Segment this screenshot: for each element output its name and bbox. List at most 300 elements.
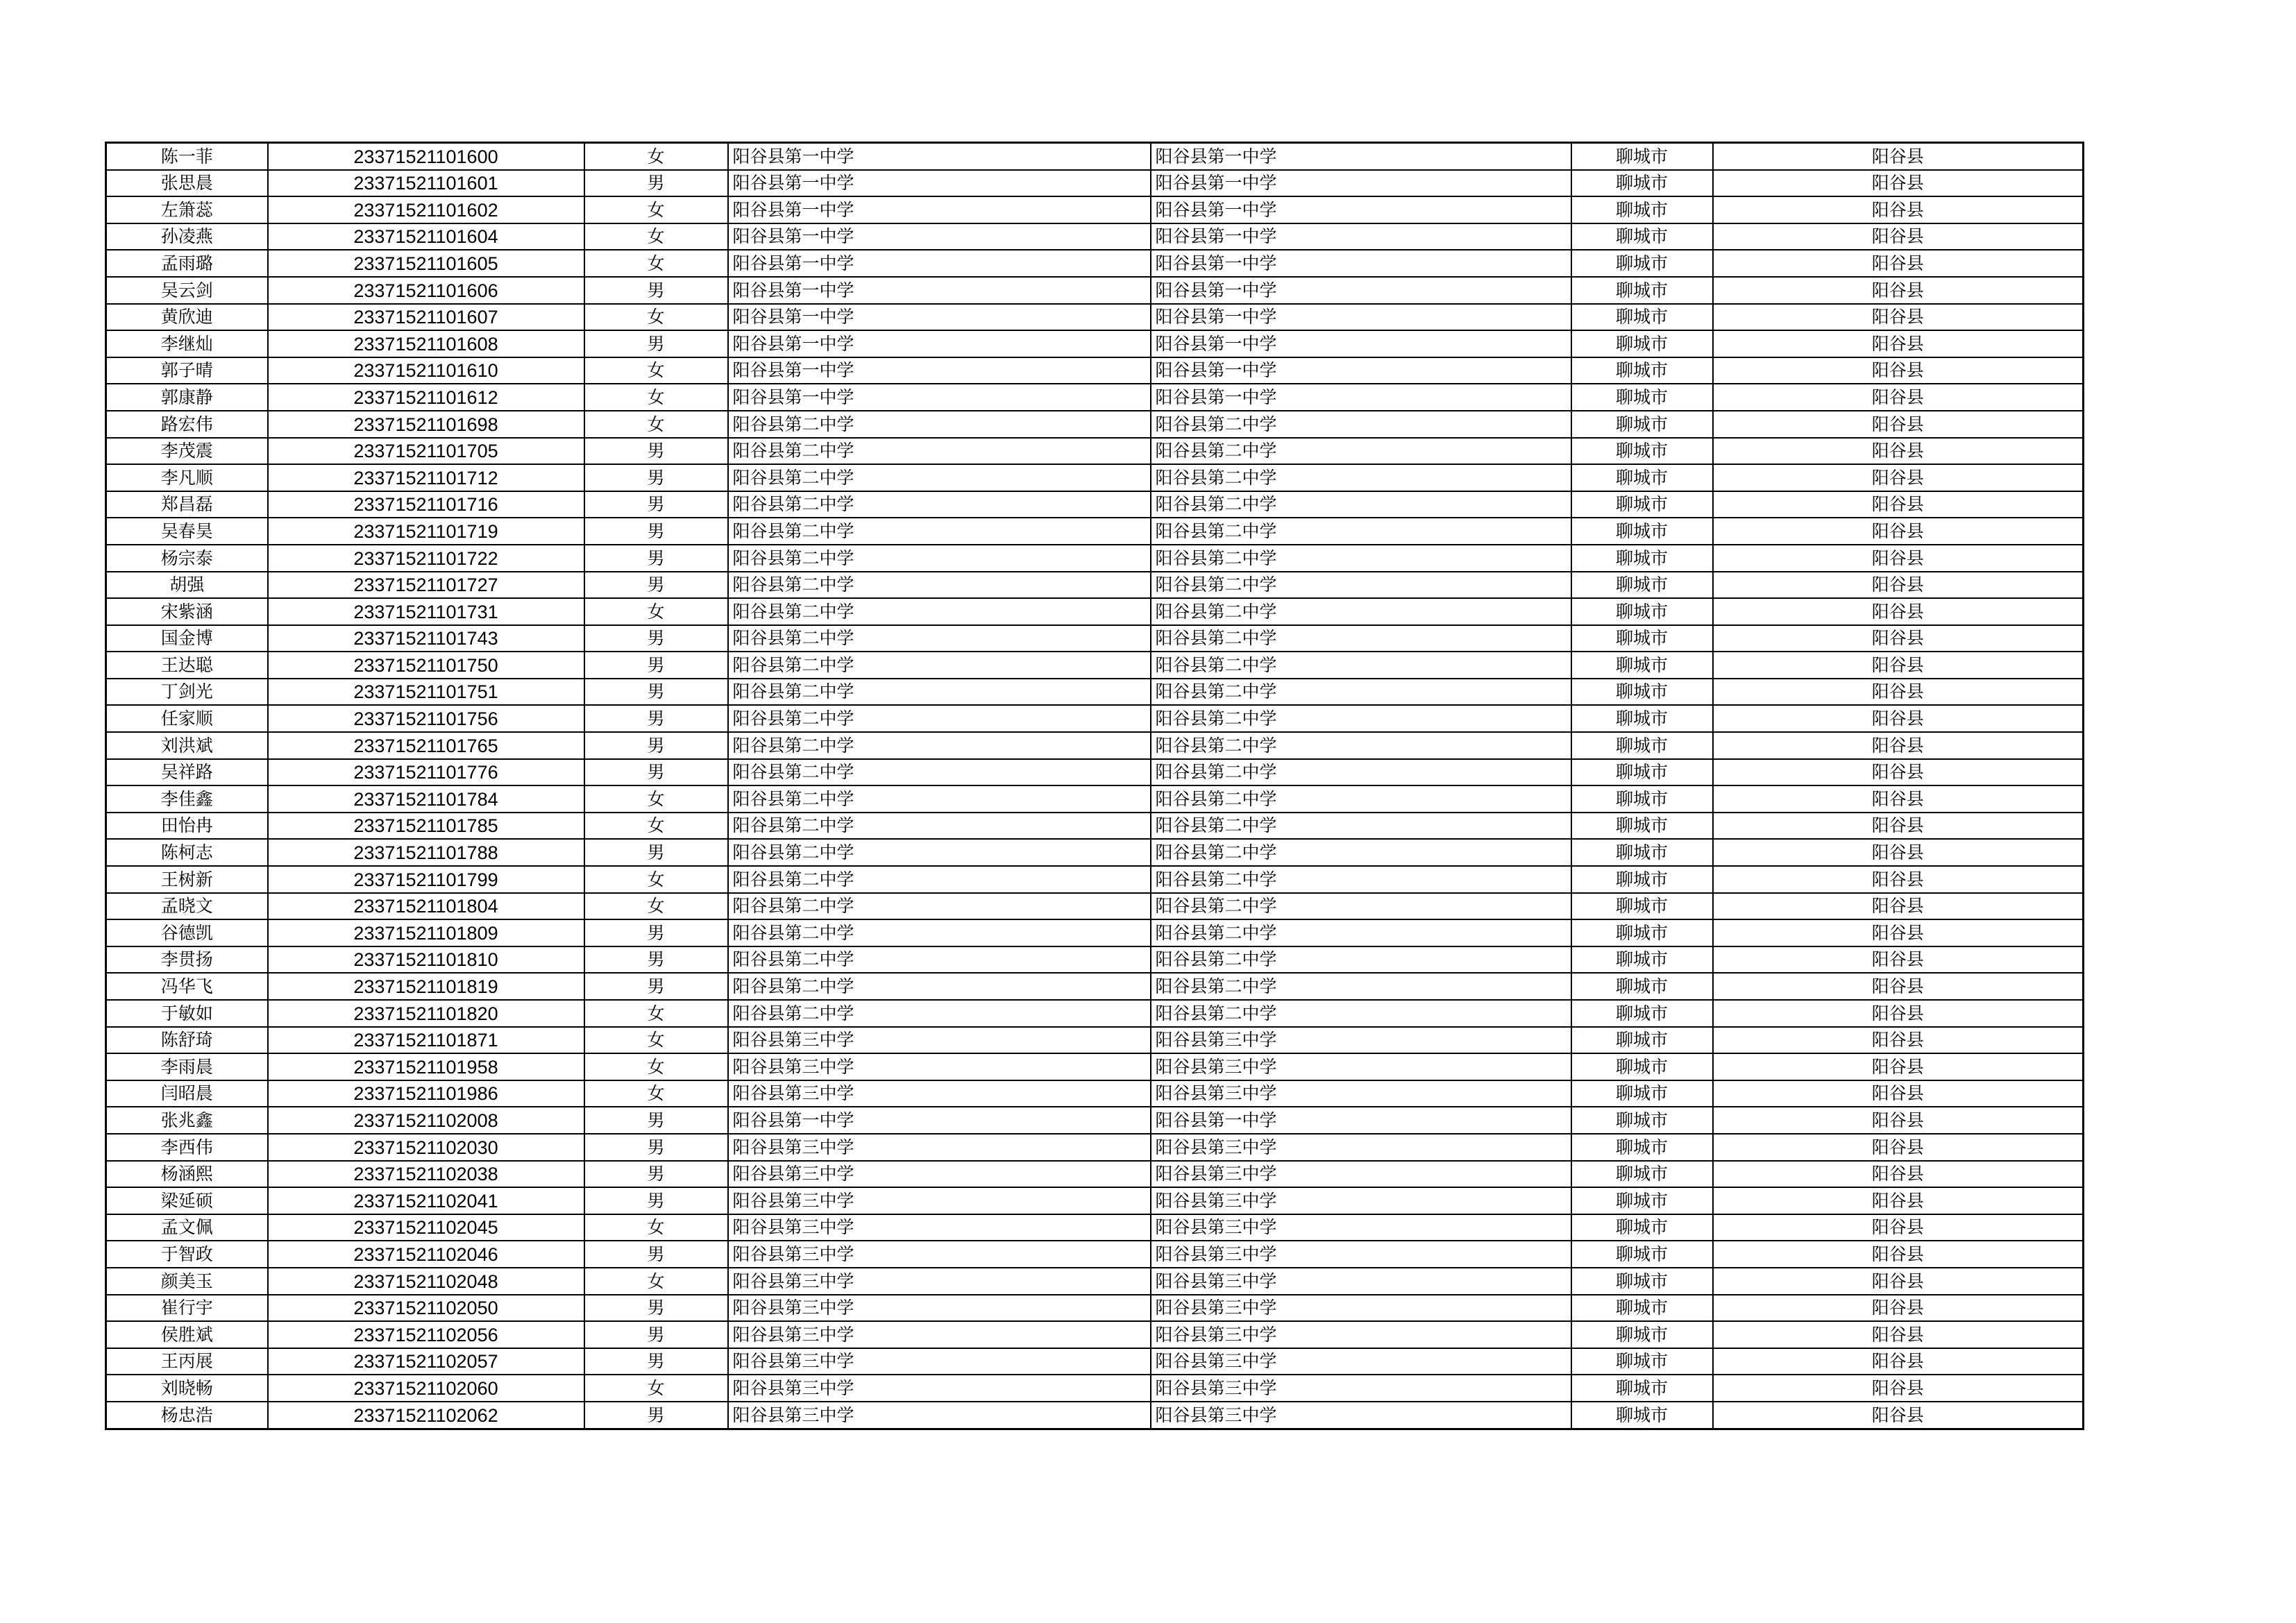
county-cell: 阳谷县 bbox=[1713, 1268, 2084, 1295]
table-row bbox=[106, 1187, 2084, 1214]
student-name-cell: 丁剑光 bbox=[106, 679, 268, 706]
exam-school-cell: 阳谷县第二中学 bbox=[1151, 973, 1571, 1000]
exam-id-cell: 23371521101610 bbox=[268, 357, 584, 384]
school-cell: 阳谷县第二中学 bbox=[728, 438, 1151, 465]
exam-id-cell: 23371521101605 bbox=[268, 250, 584, 277]
student-name-cell: 李西伟 bbox=[106, 1134, 268, 1161]
table-row bbox=[106, 1295, 2084, 1322]
exam-id-cell: 23371521101958 bbox=[268, 1053, 584, 1080]
school-cell: 阳谷县第三中学 bbox=[728, 1268, 1151, 1295]
city-cell: 聊城市 bbox=[1571, 1214, 1713, 1241]
exam-id-cell: 23371521102045 bbox=[268, 1214, 584, 1241]
county-cell: 阳谷县 bbox=[1713, 277, 2084, 304]
gender-cell: 男 bbox=[584, 652, 728, 679]
city-cell: 聊城市 bbox=[1571, 572, 1713, 599]
exam-id-cell: 23371521102030 bbox=[268, 1134, 584, 1161]
city-cell: 聊城市 bbox=[1571, 1134, 1713, 1161]
exam-id-cell: 23371521101819 bbox=[268, 973, 584, 1000]
exam-id-cell: 23371521101602 bbox=[268, 196, 584, 223]
county-cell: 阳谷县 bbox=[1713, 572, 2084, 599]
table-row bbox=[106, 170, 2084, 197]
student-name-cell: 国金博 bbox=[106, 625, 268, 652]
gender-cell: 女 bbox=[584, 1268, 728, 1295]
table-row bbox=[106, 1161, 2084, 1188]
county-cell: 阳谷县 bbox=[1713, 196, 2084, 223]
gender-cell: 女 bbox=[584, 143, 728, 170]
gender-cell: 女 bbox=[584, 196, 728, 223]
gender-cell: 男 bbox=[584, 759, 728, 786]
student-name-cell: 田怡冉 bbox=[106, 813, 268, 840]
student-name-cell: 张兆鑫 bbox=[106, 1107, 268, 1134]
school-cell: 阳谷县第二中学 bbox=[728, 705, 1151, 732]
school-cell: 阳谷县第二中学 bbox=[728, 652, 1151, 679]
exam-id-cell: 23371521101799 bbox=[268, 866, 584, 893]
county-cell: 阳谷县 bbox=[1713, 304, 2084, 331]
exam-id-cell: 23371521101788 bbox=[268, 839, 584, 866]
exam-school-cell: 阳谷县第三中学 bbox=[1151, 1268, 1571, 1295]
county-cell: 阳谷县 bbox=[1713, 464, 2084, 491]
city-cell: 聊城市 bbox=[1571, 946, 1713, 974]
city-cell: 聊城市 bbox=[1571, 518, 1713, 545]
exam-id-cell: 23371521101698 bbox=[268, 411, 584, 438]
table-row bbox=[106, 1348, 2084, 1375]
school-cell: 阳谷县第一中学 bbox=[728, 1107, 1151, 1134]
gender-cell: 男 bbox=[584, 1348, 728, 1375]
student-name-cell: 冯华飞 bbox=[106, 973, 268, 1000]
exam-id-cell: 23371521101820 bbox=[268, 1000, 584, 1027]
student-name-cell: 路宏伟 bbox=[106, 411, 268, 438]
city-cell: 聊城市 bbox=[1571, 196, 1713, 223]
exam-id-cell: 23371521101600 bbox=[268, 143, 584, 170]
exam-id-cell: 23371521102056 bbox=[268, 1321, 584, 1348]
exam-id-cell: 23371521102038 bbox=[268, 1161, 584, 1188]
county-cell: 阳谷县 bbox=[1713, 866, 2084, 893]
school-cell: 阳谷县第一中学 bbox=[728, 196, 1151, 223]
county-cell: 阳谷县 bbox=[1713, 411, 2084, 438]
table-row bbox=[106, 732, 2084, 759]
school-cell: 阳谷县第二中学 bbox=[728, 732, 1151, 759]
county-cell: 阳谷县 bbox=[1713, 1080, 2084, 1107]
city-cell: 聊城市 bbox=[1571, 1402, 1713, 1429]
table-row bbox=[106, 1053, 2084, 1080]
exam-id-cell: 23371521101810 bbox=[268, 946, 584, 974]
exam-id-cell: 23371521101719 bbox=[268, 518, 584, 545]
gender-cell: 女 bbox=[584, 1000, 728, 1027]
exam-school-cell: 阳谷县第三中学 bbox=[1151, 1241, 1571, 1268]
table-row bbox=[106, 785, 2084, 813]
city-cell: 聊城市 bbox=[1571, 705, 1713, 732]
student-name-cell: 刘晓畅 bbox=[106, 1375, 268, 1402]
gender-cell: 女 bbox=[584, 598, 728, 625]
gender-cell: 女 bbox=[584, 304, 728, 331]
county-cell: 阳谷县 bbox=[1713, 679, 2084, 706]
exam-school-cell: 阳谷县第二中学 bbox=[1151, 866, 1571, 893]
school-cell: 阳谷县第三中学 bbox=[728, 1214, 1151, 1241]
school-cell: 阳谷县第二中学 bbox=[728, 518, 1151, 545]
student-name-cell: 李佳鑫 bbox=[106, 785, 268, 813]
table-row bbox=[106, 973, 2084, 1000]
exam-id-cell: 23371521101731 bbox=[268, 598, 584, 625]
exam-id-cell: 23371521101604 bbox=[268, 223, 584, 250]
school-cell: 阳谷县第一中学 bbox=[728, 250, 1151, 277]
student-name-cell: 于敏如 bbox=[106, 1000, 268, 1027]
gender-cell: 男 bbox=[584, 1134, 728, 1161]
gender-cell: 男 bbox=[584, 919, 728, 946]
student-name-cell: 李贯扬 bbox=[106, 946, 268, 974]
city-cell: 聊城市 bbox=[1571, 866, 1713, 893]
gender-cell: 女 bbox=[584, 813, 728, 840]
gender-cell: 男 bbox=[584, 705, 728, 732]
school-cell: 阳谷县第一中学 bbox=[728, 170, 1151, 197]
table-row bbox=[106, 411, 2084, 438]
city-cell: 聊城市 bbox=[1571, 143, 1713, 170]
gender-cell: 女 bbox=[584, 1080, 728, 1107]
student-name-cell: 杨涵熙 bbox=[106, 1161, 268, 1188]
county-cell: 阳谷县 bbox=[1713, 143, 2084, 170]
exam-school-cell: 阳谷县第三中学 bbox=[1151, 1295, 1571, 1322]
student-name-cell: 吴祥路 bbox=[106, 759, 268, 786]
gender-cell: 男 bbox=[584, 170, 728, 197]
exam-id-cell: 23371521101612 bbox=[268, 384, 584, 411]
city-cell: 聊城市 bbox=[1571, 598, 1713, 625]
exam-school-cell: 阳谷县第二中学 bbox=[1151, 464, 1571, 491]
school-cell: 阳谷县第二中学 bbox=[728, 893, 1151, 920]
exam-id-cell: 23371521101809 bbox=[268, 919, 584, 946]
school-cell: 阳谷县第二中学 bbox=[728, 572, 1151, 599]
city-cell: 聊城市 bbox=[1571, 1241, 1713, 1268]
city-cell: 聊城市 bbox=[1571, 1161, 1713, 1188]
student-name-cell: 郭子晴 bbox=[106, 357, 268, 384]
school-cell: 阳谷县第三中学 bbox=[728, 1053, 1151, 1080]
gender-cell: 男 bbox=[584, 330, 728, 357]
table-row bbox=[106, 384, 2084, 411]
exam-school-cell: 阳谷县第三中学 bbox=[1151, 1027, 1571, 1054]
gender-cell: 男 bbox=[584, 625, 728, 652]
county-cell: 阳谷县 bbox=[1713, 813, 2084, 840]
exam-id-cell: 23371521102050 bbox=[268, 1295, 584, 1322]
student-name-cell: 颜美玉 bbox=[106, 1268, 268, 1295]
exam-id-cell: 23371521102046 bbox=[268, 1241, 584, 1268]
city-cell: 聊城市 bbox=[1571, 785, 1713, 813]
city-cell: 聊城市 bbox=[1571, 919, 1713, 946]
county-cell: 阳谷县 bbox=[1713, 732, 2084, 759]
school-cell: 阳谷县第三中学 bbox=[728, 1375, 1151, 1402]
student-name-cell: 李茂震 bbox=[106, 438, 268, 465]
exam-school-cell: 阳谷县第二中学 bbox=[1151, 545, 1571, 572]
school-cell: 阳谷县第二中学 bbox=[728, 785, 1151, 813]
table-row bbox=[106, 196, 2084, 223]
student-name-cell: 李继灿 bbox=[106, 330, 268, 357]
county-cell: 阳谷县 bbox=[1713, 1402, 2084, 1429]
school-cell: 阳谷县第一中学 bbox=[728, 277, 1151, 304]
school-cell: 阳谷县第三中学 bbox=[728, 1402, 1151, 1429]
school-cell: 阳谷县第一中学 bbox=[728, 143, 1151, 170]
gender-cell: 男 bbox=[584, 1321, 728, 1348]
gender-cell: 女 bbox=[584, 1027, 728, 1054]
exam-school-cell: 阳谷县第二中学 bbox=[1151, 679, 1571, 706]
exam-id-cell: 23371521101705 bbox=[268, 438, 584, 465]
table-row bbox=[106, 813, 2084, 840]
gender-cell: 女 bbox=[584, 223, 728, 250]
exam-school-cell: 阳谷县第三中学 bbox=[1151, 1053, 1571, 1080]
exam-id-cell: 23371521101784 bbox=[268, 785, 584, 813]
gender-cell: 女 bbox=[584, 785, 728, 813]
exam-school-cell: 阳谷县第二中学 bbox=[1151, 411, 1571, 438]
county-cell: 阳谷县 bbox=[1713, 1321, 2084, 1348]
table-row bbox=[106, 572, 2084, 599]
gender-cell: 男 bbox=[584, 491, 728, 518]
school-cell: 阳谷县第二中学 bbox=[728, 411, 1151, 438]
exam-id-cell: 23371521101601 bbox=[268, 170, 584, 197]
student-name-cell: 孟晓文 bbox=[106, 893, 268, 920]
table-row bbox=[106, 946, 2084, 974]
school-cell: 阳谷县第二中学 bbox=[728, 598, 1151, 625]
school-cell: 阳谷县第三中学 bbox=[728, 1348, 1151, 1375]
exam-school-cell: 阳谷县第三中学 bbox=[1151, 1134, 1571, 1161]
county-cell: 阳谷县 bbox=[1713, 839, 2084, 866]
table-row bbox=[106, 705, 2084, 732]
exam-school-cell: 阳谷县第三中学 bbox=[1151, 1161, 1571, 1188]
city-cell: 聊城市 bbox=[1571, 384, 1713, 411]
exam-school-cell: 阳谷县第一中学 bbox=[1151, 196, 1571, 223]
student-name-cell: 李雨晨 bbox=[106, 1053, 268, 1080]
gender-cell: 男 bbox=[584, 438, 728, 465]
city-cell: 聊城市 bbox=[1571, 1187, 1713, 1214]
exam-school-cell: 阳谷县第一中学 bbox=[1151, 1107, 1571, 1134]
exam-school-cell: 阳谷县第二中学 bbox=[1151, 705, 1571, 732]
table-row bbox=[106, 866, 2084, 893]
exam-id-cell: 23371521102057 bbox=[268, 1348, 584, 1375]
city-cell: 聊城市 bbox=[1571, 304, 1713, 331]
exam-school-cell: 阳谷县第二中学 bbox=[1151, 919, 1571, 946]
city-cell: 聊城市 bbox=[1571, 357, 1713, 384]
county-cell: 阳谷县 bbox=[1713, 893, 2084, 920]
student-name-cell: 孙凌燕 bbox=[106, 223, 268, 250]
exam-id-cell: 23371521102060 bbox=[268, 1375, 584, 1402]
city-cell: 聊城市 bbox=[1571, 1295, 1713, 1322]
exam-school-cell: 阳谷县第三中学 bbox=[1151, 1375, 1571, 1402]
school-cell: 阳谷县第一中学 bbox=[728, 304, 1151, 331]
county-cell: 阳谷县 bbox=[1713, 1134, 2084, 1161]
student-name-cell: 黄欣迪 bbox=[106, 304, 268, 331]
table-row bbox=[106, 518, 2084, 545]
student-table bbox=[105, 142, 2084, 1430]
table-row bbox=[106, 1268, 2084, 1295]
county-cell: 阳谷县 bbox=[1713, 170, 2084, 197]
exam-id-cell: 23371521101756 bbox=[268, 705, 584, 732]
county-cell: 阳谷县 bbox=[1713, 518, 2084, 545]
table-row bbox=[106, 357, 2084, 384]
student-name-cell: 杨宗泰 bbox=[106, 545, 268, 572]
exam-school-cell: 阳谷县第二中学 bbox=[1151, 839, 1571, 866]
county-cell: 阳谷县 bbox=[1713, 785, 2084, 813]
gender-cell: 男 bbox=[584, 572, 728, 599]
table-row bbox=[106, 277, 2084, 304]
table-row bbox=[106, 1241, 2084, 1268]
city-cell: 聊城市 bbox=[1571, 1321, 1713, 1348]
student-name-cell: 孟雨璐 bbox=[106, 250, 268, 277]
student-name-cell: 吴春昊 bbox=[106, 518, 268, 545]
school-cell: 阳谷县第三中学 bbox=[728, 1027, 1151, 1054]
school-cell: 阳谷县第一中学 bbox=[728, 384, 1151, 411]
student-name-cell: 梁延硕 bbox=[106, 1187, 268, 1214]
exam-school-cell: 阳谷县第二中学 bbox=[1151, 491, 1571, 518]
exam-school-cell: 阳谷县第二中学 bbox=[1151, 625, 1571, 652]
table-row bbox=[106, 1402, 2084, 1429]
city-cell: 聊城市 bbox=[1571, 1080, 1713, 1107]
exam-school-cell: 阳谷县第三中学 bbox=[1151, 1187, 1571, 1214]
school-cell: 阳谷县第一中学 bbox=[728, 357, 1151, 384]
exam-id-cell: 23371521101785 bbox=[268, 813, 584, 840]
county-cell: 阳谷县 bbox=[1713, 1000, 2084, 1027]
county-cell: 阳谷县 bbox=[1713, 1241, 2084, 1268]
student-name-cell: 陈一菲 bbox=[106, 143, 268, 170]
student-name-cell: 李凡顺 bbox=[106, 464, 268, 491]
student-name-cell: 郭康静 bbox=[106, 384, 268, 411]
city-cell: 聊城市 bbox=[1571, 1268, 1713, 1295]
student-name-cell: 陈舒琦 bbox=[106, 1027, 268, 1054]
school-cell: 阳谷县第一中学 bbox=[728, 330, 1151, 357]
city-cell: 聊城市 bbox=[1571, 330, 1713, 357]
school-cell: 阳谷县第二中学 bbox=[728, 625, 1151, 652]
gender-cell: 女 bbox=[584, 1375, 728, 1402]
county-cell: 阳谷县 bbox=[1713, 491, 2084, 518]
table-row bbox=[106, 304, 2084, 331]
city-cell: 聊城市 bbox=[1571, 759, 1713, 786]
city-cell: 聊城市 bbox=[1571, 1000, 1713, 1027]
table-row bbox=[106, 598, 2084, 625]
exam-id-cell: 23371521101986 bbox=[268, 1080, 584, 1107]
gender-cell: 男 bbox=[584, 1161, 728, 1188]
student-name-cell: 杨忠浩 bbox=[106, 1402, 268, 1429]
gender-cell: 女 bbox=[584, 1053, 728, 1080]
county-cell: 阳谷县 bbox=[1713, 973, 2084, 1000]
exam-school-cell: 阳谷县第二中学 bbox=[1151, 813, 1571, 840]
city-cell: 聊城市 bbox=[1571, 277, 1713, 304]
student-name-cell: 宋紫涵 bbox=[106, 598, 268, 625]
exam-school-cell: 阳谷县第二中学 bbox=[1151, 438, 1571, 465]
table-row bbox=[106, 1080, 2084, 1107]
table-row bbox=[106, 919, 2084, 946]
exam-school-cell: 阳谷县第一中学 bbox=[1151, 170, 1571, 197]
county-cell: 阳谷县 bbox=[1713, 1027, 2084, 1054]
gender-cell: 男 bbox=[584, 1295, 728, 1322]
student-name-cell: 于智政 bbox=[106, 1241, 268, 1268]
county-cell: 阳谷县 bbox=[1713, 705, 2084, 732]
student-name-cell: 谷德凯 bbox=[106, 919, 268, 946]
city-cell: 聊城市 bbox=[1571, 464, 1713, 491]
gender-cell: 女 bbox=[584, 866, 728, 893]
school-cell: 阳谷县第二中学 bbox=[728, 813, 1151, 840]
exam-school-cell: 阳谷县第一中学 bbox=[1151, 304, 1571, 331]
exam-id-cell: 23371521101871 bbox=[268, 1027, 584, 1054]
exam-school-cell: 阳谷县第二中学 bbox=[1151, 946, 1571, 974]
county-cell: 阳谷县 bbox=[1713, 1053, 2084, 1080]
gender-cell: 男 bbox=[584, 1187, 728, 1214]
county-cell: 阳谷县 bbox=[1713, 545, 2084, 572]
county-cell: 阳谷县 bbox=[1713, 223, 2084, 250]
county-cell: 阳谷县 bbox=[1713, 625, 2084, 652]
gender-cell: 男 bbox=[584, 464, 728, 491]
table-row bbox=[106, 652, 2084, 679]
city-cell: 聊城市 bbox=[1571, 893, 1713, 920]
school-cell: 阳谷县第二中学 bbox=[728, 1000, 1151, 1027]
school-cell: 阳谷县第二中学 bbox=[728, 973, 1151, 1000]
gender-cell: 男 bbox=[584, 732, 728, 759]
city-cell: 聊城市 bbox=[1571, 679, 1713, 706]
school-cell: 阳谷县第三中学 bbox=[728, 1321, 1151, 1348]
exam-school-cell: 阳谷县第二中学 bbox=[1151, 572, 1571, 599]
school-cell: 阳谷县第二中学 bbox=[728, 491, 1151, 518]
county-cell: 阳谷县 bbox=[1713, 438, 2084, 465]
county-cell: 阳谷县 bbox=[1713, 759, 2084, 786]
gender-cell: 女 bbox=[584, 250, 728, 277]
exam-id-cell: 23371521101607 bbox=[268, 304, 584, 331]
school-cell: 阳谷县第二中学 bbox=[728, 545, 1151, 572]
exam-school-cell: 阳谷县第三中学 bbox=[1151, 1214, 1571, 1241]
student-name-cell: 张思晨 bbox=[106, 170, 268, 197]
exam-id-cell: 23371521101751 bbox=[268, 679, 584, 706]
school-cell: 阳谷县第三中学 bbox=[728, 1134, 1151, 1161]
city-cell: 聊城市 bbox=[1571, 438, 1713, 465]
student-name-cell: 刘洪斌 bbox=[106, 732, 268, 759]
student-name-cell: 胡强 bbox=[106, 572, 268, 599]
table-row bbox=[106, 1107, 2084, 1134]
city-cell: 聊城市 bbox=[1571, 839, 1713, 866]
exam-id-cell: 23371521102048 bbox=[268, 1268, 584, 1295]
county-cell: 阳谷县 bbox=[1713, 1214, 2084, 1241]
exam-id-cell: 23371521101750 bbox=[268, 652, 584, 679]
student-name-cell: 吴云剑 bbox=[106, 277, 268, 304]
exam-id-cell: 23371521101804 bbox=[268, 893, 584, 920]
school-cell: 阳谷县第二中学 bbox=[728, 839, 1151, 866]
student-name-cell: 闫昭晨 bbox=[106, 1080, 268, 1107]
student-name-cell: 王树新 bbox=[106, 866, 268, 893]
school-cell: 阳谷县第二中学 bbox=[728, 464, 1151, 491]
exam-school-cell: 阳谷县第一中学 bbox=[1151, 143, 1571, 170]
gender-cell: 女 bbox=[584, 411, 728, 438]
exam-school-cell: 阳谷县第一中学 bbox=[1151, 357, 1571, 384]
gender-cell: 女 bbox=[584, 1214, 728, 1241]
county-cell: 阳谷县 bbox=[1713, 384, 2084, 411]
table-row bbox=[106, 893, 2084, 920]
student-name-cell: 孟文佩 bbox=[106, 1214, 268, 1241]
county-cell: 阳谷县 bbox=[1713, 946, 2084, 974]
table-row bbox=[106, 545, 2084, 572]
exam-school-cell: 阳谷县第三中学 bbox=[1151, 1080, 1571, 1107]
table-row bbox=[106, 438, 2084, 465]
gender-cell: 女 bbox=[584, 893, 728, 920]
gender-cell: 男 bbox=[584, 518, 728, 545]
county-cell: 阳谷县 bbox=[1713, 598, 2084, 625]
exam-id-cell: 23371521102008 bbox=[268, 1107, 584, 1134]
table-row bbox=[106, 143, 2084, 170]
school-cell: 阳谷县第二中学 bbox=[728, 919, 1151, 946]
table-row bbox=[106, 1000, 2084, 1027]
table-row bbox=[106, 464, 2084, 491]
table-row bbox=[106, 679, 2084, 706]
exam-id-cell: 23371521101765 bbox=[268, 732, 584, 759]
city-cell: 聊城市 bbox=[1571, 250, 1713, 277]
county-cell: 阳谷县 bbox=[1713, 250, 2084, 277]
school-cell: 阳谷县第三中学 bbox=[728, 1295, 1151, 1322]
exam-school-cell: 阳谷县第二中学 bbox=[1151, 759, 1571, 786]
school-cell: 阳谷县第二中学 bbox=[728, 759, 1151, 786]
county-cell: 阳谷县 bbox=[1713, 1348, 2084, 1375]
gender-cell: 女 bbox=[584, 384, 728, 411]
school-cell: 阳谷县第一中学 bbox=[728, 223, 1151, 250]
table-row bbox=[106, 491, 2084, 518]
